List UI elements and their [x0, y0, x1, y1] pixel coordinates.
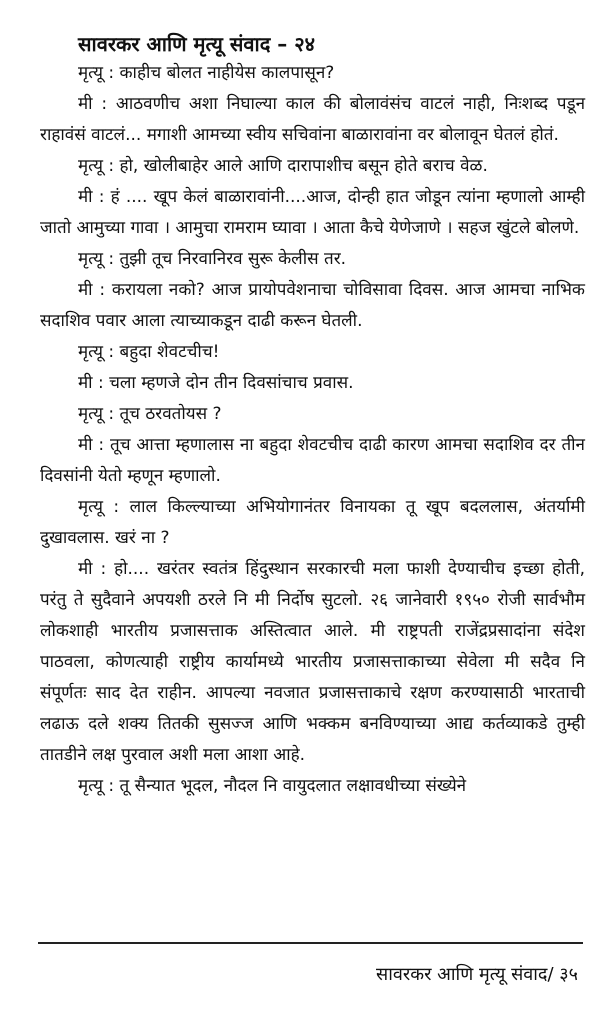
- paragraph: मी : तूच आत्ता म्हणालास ना बहुदा शेवटचीच दाढी कारण आमचा सदाशिव दर तीन दिवसांनी येतो म्हणून म्हणालो.: [40, 435, 585, 486]
- paragraph: मी : हो.... खरंतर स्वतंत्र हिंदुस्थान सरकारची मला फाशी देण्याचीच इच्छा होती, परंतु ते सुदैवाने अपयशी ठरले नि मी निर्दोष सुटलो. २६ जानेवारी १९५० रोजी सार्वभौम लोकशाही भारतीय प्रजासत्ताक अस्तित्वात आले. मी राष्ट्रपती राजेंद्रप्रसादांना संदेश पाठवला, कोणत्याही राष्ट्रीय कार्यामध्ये भारतीय प्रजासत्ताकाच्या सेवेला मी सदैव नि संपूर्णतः साद देत राहीन. आपल्या नवजात प्रजासत्ताकाचे रक्षण करण्यासाठी भारताची लढाऊ दले शक्य तितकी सुसज्ज आणि भक्कम बनविण्याच्या आद्य कर्तव्याकडे तुम्ही तातडीने लक्ष पुरवाल अशी मला आशा आहे.: [40, 559, 585, 765]
- paragraph: मृत्यू : लाल किल्ल्याच्या अभियोगानंतर विनायका तू खूप बदललास, अंतर्यामी दुखावलास. खरं ना ?: [40, 497, 585, 548]
- running-footer: सावरकर आणि मृत्यू संवाद/ ३५: [376, 964, 578, 985]
- paragraph: मी : चला म्हणजे दोन तीन दिवसांचाच प्रवास.: [78, 373, 354, 393]
- paragraph: मी : हं .... खूप केलं बाळारावांनी....आज, दोन्ही हात जोडून त्यांना म्हणालो आम्ही जातो आमुच्या गावा । आमुचा रामराम घ्यावा । आता कैचे येणेजाणे । सहज खुंटले बोलणे.: [40, 187, 585, 238]
- paragraph: मी : करायला नको? आज प्रायोपवेशनाचा चोविसावा दिवस. आज आमचा नाभिक सदाशिव पवार आला त्याच्याकडून दाढी करून घेतली.: [40, 280, 585, 331]
- body-text: [40, 58, 585, 802]
- paragraph: मृत्यू : तू सैन्यात भूदल, नौदल नि वायुदलात लक्षावधीच्या संख्येने: [78, 776, 467, 796]
- paragraph: मृत्यू : बहुदा शेवटचीच!: [78, 342, 220, 362]
- paragraph: मृत्यू : तुझी तूच निरवानिरव सुरू केलीस तर.: [78, 249, 347, 269]
- paragraph: मृत्यू : हो, खोलीबाहेर आले आणि दारापाशीच बसून होते बराच वेळ.: [78, 156, 488, 176]
- paragraph: मृत्यू : तूच ठरवतोयस ?: [78, 404, 222, 424]
- paragraph: मी : आठवणीच अशा निघाल्या काल की बोलावंसंच वाटलं नाही, निःशब्द पडून राहावंसं वाटलं... मगाशी आमच्या स्वीय सचिवांना बाळारावांना वर बोलावून घेतलं होतं.: [40, 94, 585, 145]
- chapter-title: सावरकर आणि मृत्यू संवाद – २४: [78, 32, 316, 56]
- paragraph: मृत्यू : काहीच बोलत नाहीयेस कालपासून?: [78, 63, 335, 83]
- footer-divider: [38, 942, 583, 944]
